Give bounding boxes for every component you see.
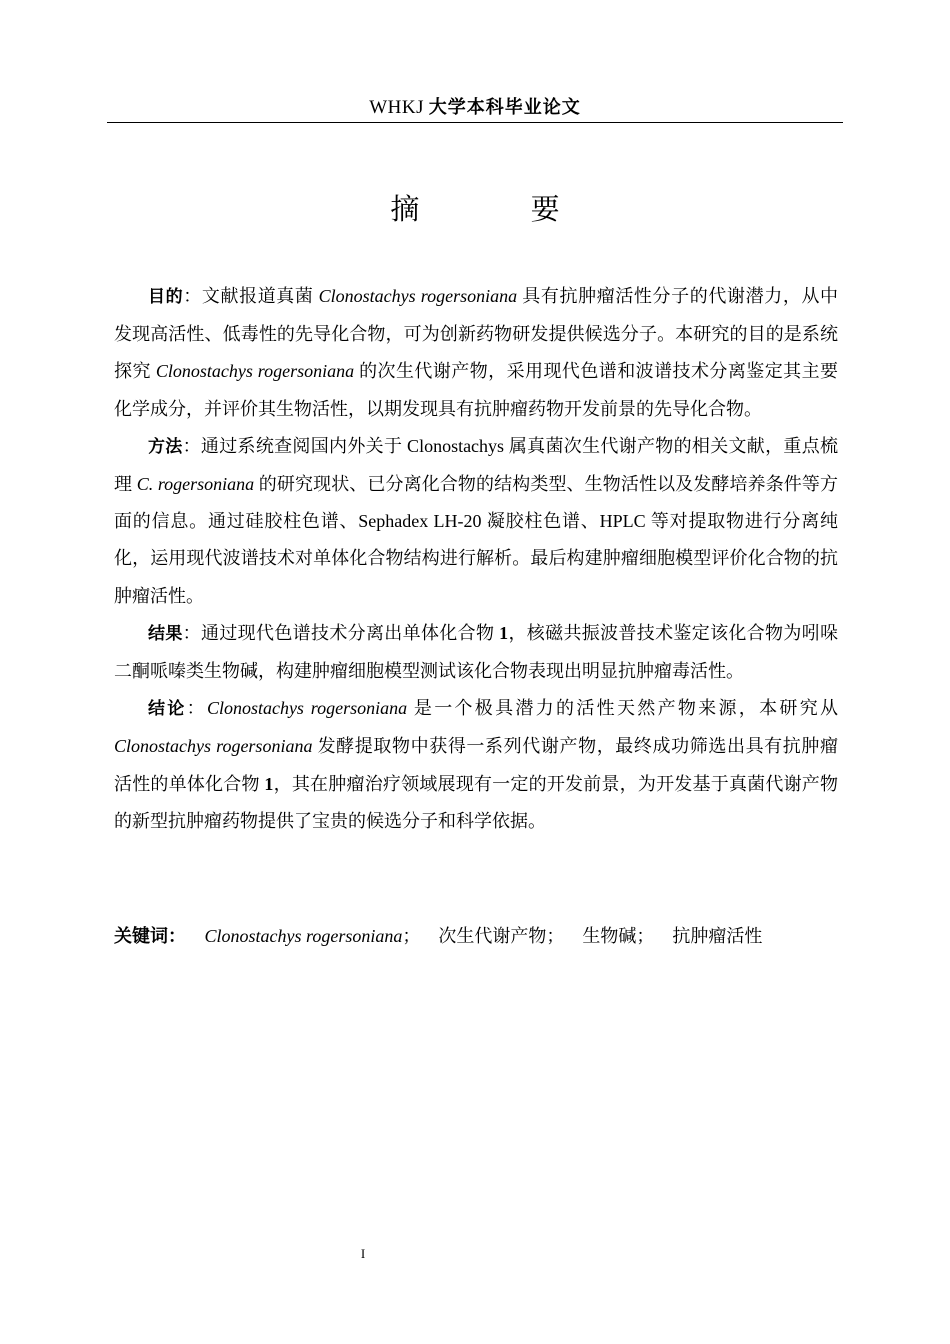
running-header xyxy=(107,94,843,122)
purpose-text-3: 的次生代谢产物，采用现代色谱和波谱技术分离鉴定其主要化学成分，并评价其生物活性，以期发现具有抗肿瘤药物开发前景的先导化合物。 xyxy=(114,361,839,419)
header-rule xyxy=(107,122,843,123)
results-colon: ： xyxy=(182,622,202,643)
keyword-item: 生物碱 xyxy=(582,926,637,946)
results-text-2: ，核磁共振波普技术鉴定该化合物为吲哚二酮哌嗪类生物碱，构建肿瘤细胞模型测试该化合物表现出明显抗肿瘤毒活性。 xyxy=(114,622,839,682)
keywords-line xyxy=(114,918,838,955)
purpose-colon: ： xyxy=(183,286,202,306)
conclusion-compound-number: 1 xyxy=(264,773,274,794)
purpose-text-2: 具有抗肿瘤活性分子的代谢潜力，从中发现高活性、低毒性的先导化合物，可为创新药物研发提供候选分子。本研究的目的是系统探究 xyxy=(114,286,839,382)
methods-text-1: 通过系统查阅国内外关于 Clonostachys 属真菌次生代谢产物的相关文献，重点梳理 xyxy=(114,435,839,495)
purpose-label: 目的 xyxy=(148,287,184,307)
page-number: I xyxy=(360,1246,366,1261)
purpose-species-1: Clonostachys rogersoniana xyxy=(318,286,518,306)
methods-species-1: C. rogersoniana xyxy=(136,474,255,495)
methods-label: 方法 xyxy=(148,436,183,457)
conclusion-text-2: 发酵提取物中获得一系列代谢产物，最终成功筛选出具有抗肿瘤活性的单体化合物 xyxy=(114,736,838,794)
purpose-paragraph xyxy=(114,278,838,428)
page-title: 摘 要 xyxy=(390,194,612,226)
keyword-separator: ； xyxy=(402,926,421,946)
abstract-body xyxy=(114,278,838,840)
header-institution-code: WHKJ xyxy=(369,97,425,118)
purpose-text-1: 文献报道真菌 xyxy=(201,286,314,306)
methods-text-2: 的研究现状、已分离化合物的结构类型、生物活性以及发酵培养条件等方面的信息。通过硅胶柱色谱、Sephadex LH-20 凝胶柱色谱、HPLC 等对提取物进行分离纯化，运用现代波谱技术对单体化合物结构进行解析。最后构建肿瘤细胞模型评价化合物的抗肿瘤活性。 xyxy=(114,474,839,606)
keywords-label: 关键词： xyxy=(114,926,186,947)
conclusion-colon: ： xyxy=(186,698,207,719)
conclusion-species-1: Clonostachys rogersoniana xyxy=(206,698,408,719)
conclusion-label: 结论 xyxy=(148,699,187,720)
results-text-1: 通过现代色谱技术分离出单体化合物 xyxy=(201,622,495,643)
methods-colon: ： xyxy=(182,435,201,456)
header-document-type: 大学本科毕业论文 xyxy=(428,97,581,118)
methods-paragraph xyxy=(114,428,838,615)
conclusion-text-1: 是一个极具潜力的活性天然产物来源，本研究从 xyxy=(413,698,839,719)
results-label: 结果 xyxy=(148,623,183,644)
keyword-item: Clonostachys rogersoniana xyxy=(204,926,403,946)
keyword-separator: ； xyxy=(636,926,655,946)
purpose-species-2: Clonostachys rogersoniana xyxy=(155,361,355,382)
conclusion-paragraph xyxy=(114,690,838,840)
results-compound-number: 1 xyxy=(499,622,509,643)
results-paragraph xyxy=(114,615,838,690)
conclusion-species-2: Clonostachys rogersoniana xyxy=(114,736,313,757)
keyword-item: 次生代谢产物 xyxy=(438,926,547,946)
keyword-item: 抗肿瘤活性 xyxy=(672,926,763,946)
keyword-separator: ； xyxy=(546,926,565,946)
conclusion-text-3: ，其在肿瘤治疗领域展现有一定的开发前景，为开发基于真菌代谢产物的新型抗肿瘤药物提供了宝贵的候选分子和科学依据。 xyxy=(114,773,839,831)
